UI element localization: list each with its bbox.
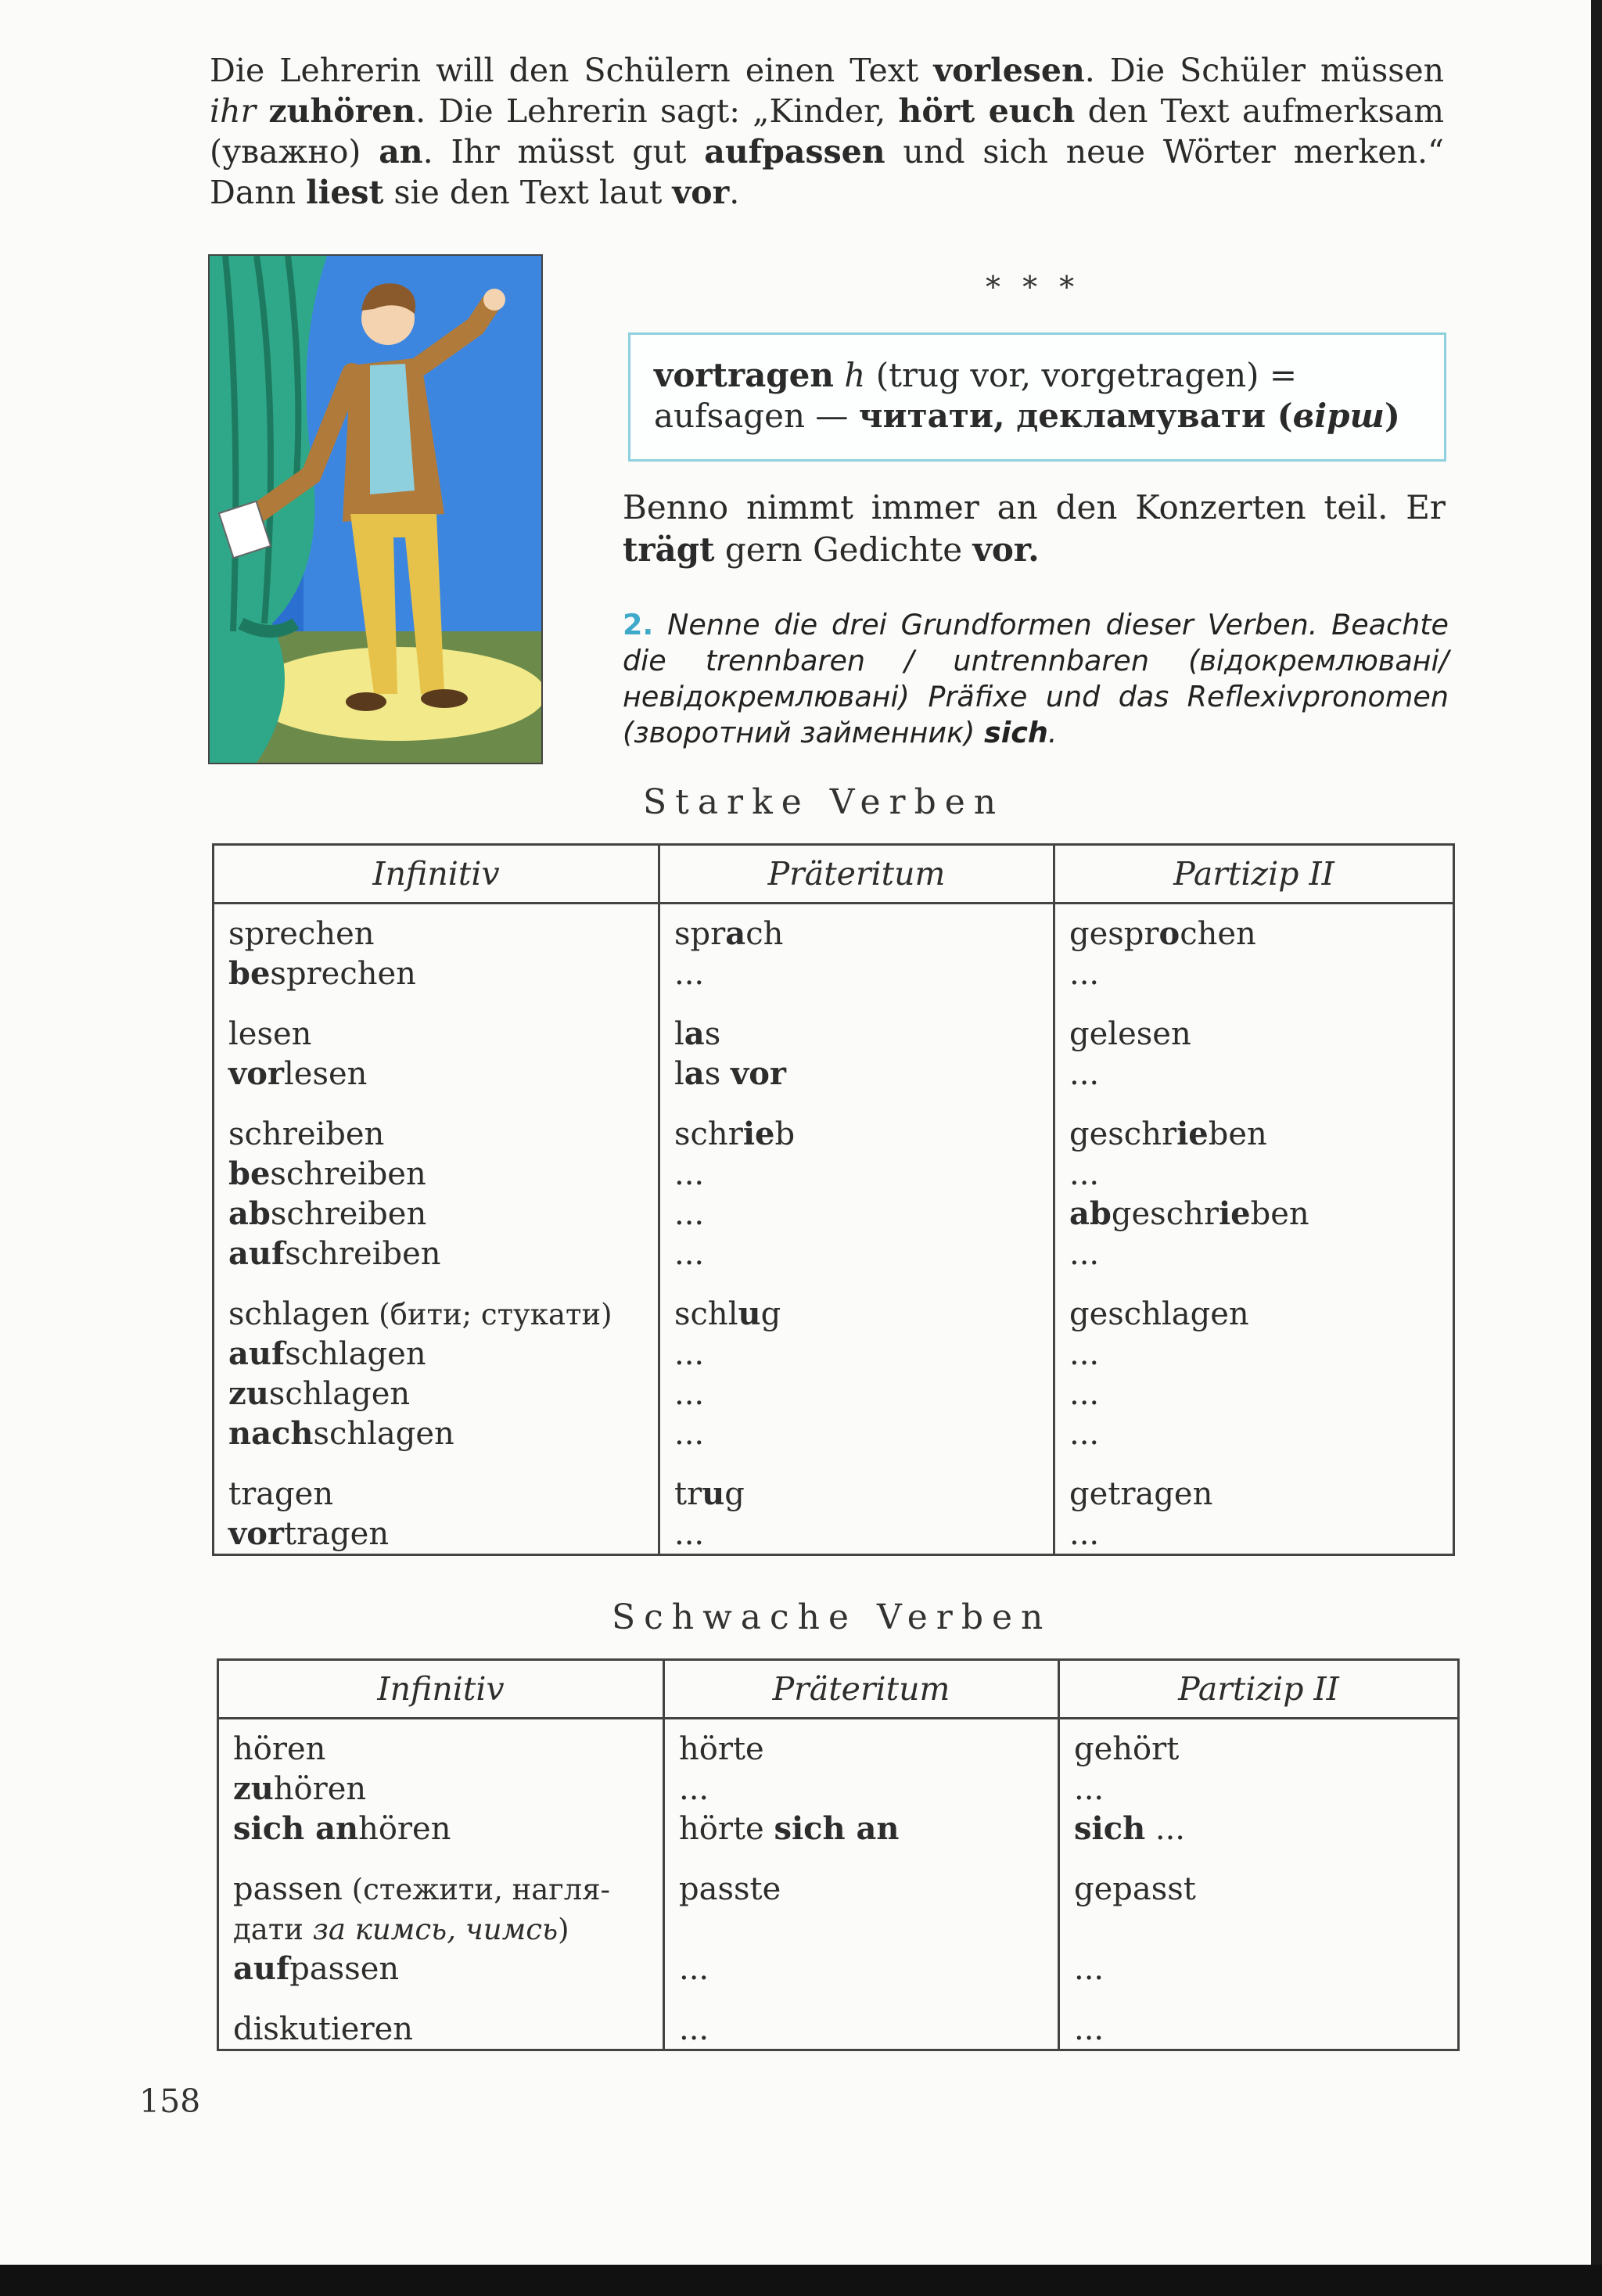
verb-form: getragen [1069, 1476, 1213, 1512]
infinitiv-cell [218, 1989, 664, 2050]
header-infinitiv: Infinitiv [214, 845, 659, 904]
verb-form: besprechen [228, 955, 416, 992]
reciter-illustration [208, 254, 543, 764]
vocabulary-box: vortragen h (trug vor, vorgetragen) = aufsagen — читати, декламувати (вірш) [628, 332, 1446, 462]
praeteritum-cell [659, 1453, 1054, 1555]
verb-group-row [218, 1989, 1459, 2050]
verb-group-row [214, 993, 1454, 1094]
verb-form: aufschlagen [228, 1335, 426, 1372]
translation-note: дати за кимсь, чимсь) [233, 1913, 569, 1946]
verb-group-row [214, 904, 1454, 994]
verb-group-row [218, 1719, 1459, 1849]
verb-form: passte [679, 1871, 781, 1907]
verb-form: ... [1069, 1416, 1100, 1452]
verb-form: geschrieben [1069, 1116, 1267, 1152]
verb-form: ... [679, 1771, 709, 1807]
section-divider-stars: * * * [986, 270, 1081, 304]
verb-form: schlug [674, 1295, 781, 1332]
partizip-cell [1054, 904, 1454, 994]
verb-form: ... [1069, 1056, 1100, 1092]
strong-verbs-table [212, 843, 1455, 1556]
verb-form: ... [1074, 1951, 1105, 1987]
verb-form: aufschreiben [228, 1235, 441, 1272]
verb-form: schreiben [228, 1116, 385, 1152]
raised-hand [483, 289, 505, 311]
vocab-word: vortragen [654, 356, 834, 394]
praeteritum-cell [664, 1719, 1059, 1849]
left-shoe [346, 692, 386, 711]
verb-form: gepasst [1074, 1871, 1196, 1907]
verb-form: geschlagen [1069, 1296, 1249, 1332]
infinitiv-cell [218, 1849, 664, 1989]
verb-form: ... [679, 1951, 709, 1987]
verb-form: gelesen [1069, 1016, 1191, 1052]
verb-form: schlagen (бити; стукати) [228, 1296, 612, 1332]
verb-form: sich ... [1074, 1810, 1186, 1847]
verb-form: ... [679, 2011, 709, 2047]
verb-form: ... [1069, 1156, 1100, 1192]
verb-form: vorlesen [228, 1055, 368, 1092]
header-praeteritum: Präteritum [664, 1660, 1059, 1719]
verb-form: ... [674, 1376, 705, 1412]
verb-form: abgeschrieben [1069, 1195, 1309, 1232]
header-partizip: Partizip II [1059, 1660, 1459, 1719]
verb-group-row [214, 1274, 1454, 1453]
verb-form: hörte [679, 1731, 764, 1767]
verb-group-row [218, 1849, 1459, 1989]
benno-paragraph: Benno nimmt immer an den Konzerten teil. Er trägt gern Gedichte vor. [623, 488, 1446, 569]
infinitiv-cell [218, 1719, 664, 1849]
task-instruction: 2. Nenne die drei Grundformen dieser Verben. Beachte die trennbaren / untrennbaren (відокремлювані/невідокремлювані) Präfixe und das Reflexivpronomen (зворотний займенник) sich. [623, 608, 1449, 749]
partizip-cell [1054, 1453, 1454, 1555]
praeteritum-cell [664, 1989, 1059, 2050]
verb-form: ... [674, 1416, 705, 1452]
verb-form: vortragen [228, 1515, 390, 1552]
verb-form: ... [674, 1156, 705, 1192]
verb-form: ... [1069, 1376, 1100, 1412]
verb-form: diskutieren [233, 2011, 414, 2047]
verb-form: nachschlagen [228, 1415, 454, 1452]
verb-form [679, 1909, 1058, 1949]
infinitiv-cell [214, 1094, 659, 1274]
strong-verbs-title: Starke Verben [643, 782, 1005, 822]
page-number: 158 [139, 2082, 201, 2120]
vocab-note: вірш [1292, 397, 1385, 435]
partizip-cell [1054, 1274, 1454, 1453]
partizip-cell [1059, 1719, 1459, 1849]
verb-form: gehört [1074, 1731, 1180, 1767]
verb-group-row [214, 1453, 1454, 1555]
weak-verbs-table [217, 1658, 1460, 2051]
verb-form [233, 1909, 663, 1949]
verb-form: ... [1074, 1771, 1105, 1807]
vocab-forms: (trug vor, vorgetragen) = aufsagen — [654, 356, 1298, 435]
infinitiv-cell [214, 993, 659, 1094]
verb-form: ... [674, 1196, 705, 1232]
verb-form [1074, 1909, 1457, 1949]
verb-form: ... [674, 1336, 705, 1372]
page-edge [1591, 0, 1602, 2296]
translation-note: (бити; стукати) [369, 1298, 612, 1331]
verb-form: tragen [228, 1476, 334, 1512]
header-partizip: Partizip II [1054, 845, 1454, 904]
verb-form: schrieb [674, 1116, 796, 1152]
header-praeteritum: Präteritum [659, 845, 1054, 904]
vocab-aux: h [844, 356, 866, 394]
verb-form: sprechen [228, 916, 375, 952]
verb-form: ... [1069, 1516, 1100, 1552]
verb-form: zuschlagen [228, 1375, 411, 1412]
right-shoe [421, 689, 468, 708]
praeteritum-cell [659, 1094, 1054, 1274]
header-infinitiv: Infinitiv [218, 1660, 664, 1719]
verb-form: ... [674, 1236, 705, 1272]
verb-form: ... [1074, 2011, 1105, 2047]
verb-form: ... [674, 1516, 705, 1552]
verb-group-row [214, 1094, 1454, 1274]
verb-form: las vor [674, 1055, 786, 1092]
verb-form: gesprochen [1069, 915, 1256, 952]
scan-bottom-edge [0, 2265, 1602, 2296]
verb-form: ... [674, 956, 705, 992]
praeteritum-cell [664, 1849, 1059, 1989]
infinitiv-cell [214, 904, 659, 994]
verb-form: ... [1069, 956, 1100, 992]
vocab-translation: читати, декламувати [858, 397, 1266, 435]
partizip-cell [1054, 993, 1454, 1094]
verb-form: lesen [228, 1016, 312, 1052]
verb-form: sich anhören [233, 1810, 451, 1847]
verb-form: sprach [674, 915, 784, 952]
infinitiv-cell [214, 1453, 659, 1555]
task-number: 2. [623, 608, 654, 641]
praeteritum-cell [659, 993, 1054, 1094]
verb-form: las [674, 1015, 721, 1052]
verb-form: zuhören [233, 1770, 367, 1807]
verb-form: passen (стежити, нагля- [233, 1871, 611, 1907]
verb-form: hörte sich an [679, 1810, 900, 1847]
verb-form: aufpassen [233, 1950, 400, 1987]
praeteritum-cell [659, 904, 1054, 994]
verb-form: abschreiben [228, 1195, 427, 1232]
intro-paragraph: Die Lehrerin will den Schülern einen Text vorlesen. Die Schüler müssen ihr zuhören. Die Lehrerin sagt: „Kinder, hört euch den Text aufmerksam (уважно) an. Ihr müsst gut aufpassen und sich neue Wörter merken.“ Dann liest sie den Text laut vor. [210, 52, 1444, 211]
partizip-cell [1054, 1094, 1454, 1274]
partizip-cell [1059, 1989, 1459, 2050]
reciter-drawing [210, 256, 541, 763]
verb-form: beschreiben [228, 1155, 426, 1192]
infinitiv-cell [214, 1274, 659, 1453]
verb-form: ... [1069, 1336, 1100, 1372]
weak-verbs-title: Schwache Verben [612, 1597, 1052, 1637]
partizip-cell [1059, 1849, 1459, 1989]
verb-form: trug [674, 1475, 745, 1512]
praeteritum-cell [659, 1274, 1054, 1453]
verb-form: hören [233, 1731, 326, 1767]
translation-note: (стежити, нагля- [342, 1873, 611, 1906]
verb-form: ... [1069, 1236, 1100, 1272]
